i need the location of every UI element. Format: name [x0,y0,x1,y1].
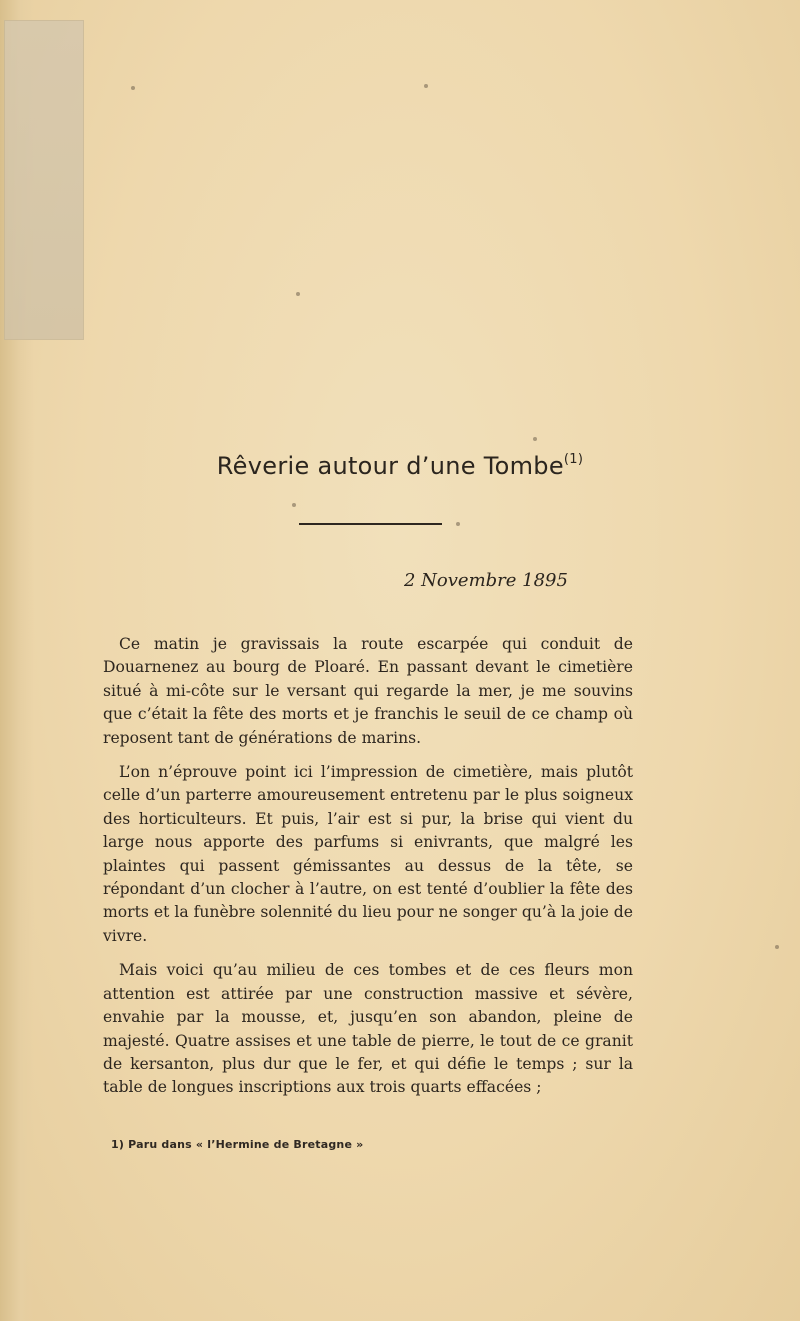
title-footnote-marker: (1) [563,452,584,467]
paper-speck [296,292,300,296]
paragraph-1: Ce matin je gravissais la route escarpée qui conduit de Douarnenez au bourg de Ploaré. En passant devant le cimetière situé à mi-côte sur le versant qui regarde la mer, je me souvins que c’était la fête des morts et je franchis le seuil de ce champ où reposent tant de générations de marins. [103,635,633,747]
paper-speck [292,503,296,507]
document-date: 2 Novembre 1895 [404,570,568,591]
paper-speck [456,522,460,526]
title-text: Rêverie autour d’une Tombe [216,452,564,480]
paragraph-3: Mais voici qu’au milieu de ces tombes et de ces fleurs mon attention est attirée par une construction massive et sévère, envahie par la mousse, et, jusqu’en son abandon, pleine de majesté. Quatre assises et une table de pierre, le tout de ce granit de kersanton, plus dur que le fer, et qui défie le temps ; sur la table de longues inscriptions aux trois quarts effacées ; [103,961,633,1097]
paper-speck [775,945,779,949]
paper-speck [424,84,428,88]
title-divider [299,523,442,525]
body-text [103,633,633,1111]
paper-speck [533,437,537,441]
paragraph-2: L’on n’éprouve point ici l’impression de cimetière, mais plutôt celle d’un parterre amoureusement entretenu par le plus soigneux des horticulteurs. Et puis, l’air est si pur, la brise qui vient du large nous apporte des parfums si enivrants, que malgré les plaintes qui passent gémissantes au dessus de la tête, se répondant d’un clocher à l’autre, on est tenté d’oublier la fête des morts et la funèbre solennité du lieu pour ne songer qu’à la joie de vivre. [103,763,633,945]
paper-speck [131,86,135,90]
footnote: 1) Paru dans « l’Hermine de Bretagne » [111,1138,364,1151]
document-title [0,452,800,480]
binding-tape [4,20,84,340]
